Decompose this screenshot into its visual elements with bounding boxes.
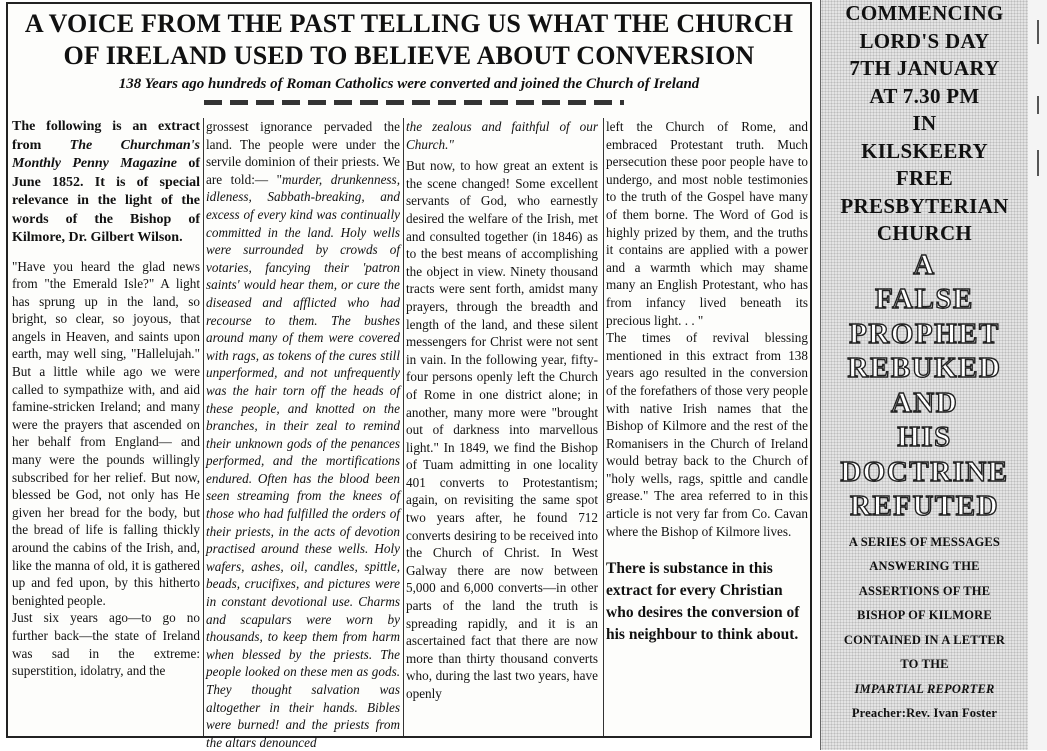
dashed-rule <box>204 100 624 105</box>
ad-detail-line: CONTAINED IN A LETTER <box>843 632 1006 647</box>
ad-line: COMMENCING <box>845 1 1004 25</box>
ad-line: IN <box>912 111 937 135</box>
ad-title-word: PROPHET <box>849 317 1000 350</box>
ad-detail-line: TO THE <box>900 657 949 671</box>
headline <box>8 8 810 72</box>
intro-source: The Churchman's Monthly Penny Magazine <box>12 137 200 171</box>
ad-detail-line: IMPARTIAL REPORTER <box>854 681 995 696</box>
ad-title-word: REFUTED <box>849 490 1000 522</box>
edge-mark <box>1037 150 1039 176</box>
ad-title-word: REBUKED <box>847 352 1002 384</box>
ad-title-word: FALSE <box>875 283 974 315</box>
ad-line: PRESBYTERIAN <box>840 193 1009 218</box>
ad-title-word: A <box>913 248 936 281</box>
ad-detail-line: BISHOP OF KILMORE <box>857 608 992 622</box>
ad-detail-line: ASSERTIONS OF THE <box>858 583 991 598</box>
col2-plain-text: grossest ignorance pervaded the land. The people were under the servile dominion of their priests. We are told:— " <box>206 119 400 187</box>
col4-paragraph-2: The times of revival blessing mentioned in this extract from 138 years ago resulted in the conversion of the forefathers of those very people with native Irish names that the Bishop of Kilmore and the rest of the Romanisers in the Church of Ireland would betray back to the Church of "holy wells, rags, spittle and candle grease." The area referred to in this article is not very far from Co. Cavan where the Bishop of Kilmore lives. <box>606 330 808 539</box>
ad-line: 7TH JANUARY <box>849 56 1000 80</box>
ad-line: CHURCH <box>876 221 973 245</box>
headline-line-2: OF IRELAND USED TO BELIEVE ABOUT CONVERSION <box>63 41 755 70</box>
ad-line: LORD'S DAY <box>859 28 990 53</box>
column-divider <box>603 118 604 736</box>
ad-title-word: AND <box>890 386 959 419</box>
ad-preacher-line: Preacher:Rev. Ivan Foster <box>851 706 998 720</box>
edge-mark <box>1037 20 1039 44</box>
ad-line: KILSKEERY <box>861 138 988 163</box>
column-2 <box>206 118 400 750</box>
column-divider <box>403 118 404 736</box>
article-panel <box>6 2 812 750</box>
col2-italic-quote: murder, drunkenness, idleness, Sabbath-breaking, and excess of every kind was continually committed in the land. Holy wells were surrounded by crowds of votaries, fancying their 'patron saints' would hear them, or cure the diseased and afflicted who had recourse to them. The bushes around many of them were covered with rags, as tokens of the cures still unperformed, and not unfrequently was the hair torn off the heads of these people, and knotted on the branches, in their zeal to remind their unknown gods of the penances performed, and the mortifications endured. Often has the blood been seen streaming from the knees of those who had fulfilled the orders of their priests, in the acts of devotion practised around these wells. Holy wafers, ashes, oil, candles, spittle, beads, crucifixes, and pictures were in constant devotional use. Charms and scapulars were worn by thousands, to keep them from harm when blessed by the priests. The people looked on these men as gods. They thought salvation was altogether in their hands. Bibles were burned! and the priests from the altars denounced <box>206 171 400 750</box>
col4-paragraph: left the Church of Rome, and embraced Protestant truth. Much persecution these poor people have to undergo, and most noble testimonies to the truth of the Gospel have many of them borne. The Word of God is highly prized by them, and the truths it contains are applied with a power and a warmth which may shame many an English Protestant, who has from infancy lived beneath its precious light. . . " <box>606 119 808 328</box>
column-3 <box>406 118 598 730</box>
intro-paragraph <box>12 118 200 248</box>
col1-paragraph: "Have you heard the glad news from "the Emerald Isle?" A light has sprung up in the land, so bright, so clear, so joyous, that angels in Heaven, and saints upon earth, may well sing, "Hallelujah." But a little while ago we were called to sympathize with, and aid famine-stricken Ireland; and many were the prayers that ascended on her behalf from England— and many were the pounds willingly subscribed for her relief. But now, blessed be God, not only has He given her bread for the body, but the bread of life is falling thickly around the cabins of the Irish, and, like the manna of old, it is gathered up and fed upon, by this hitherto benighted people. <box>12 258 200 608</box>
col2-paragraph <box>206 118 400 751</box>
ad-line: FREE <box>895 166 954 190</box>
col1-paragraph-2: Just six years ago—to go no further back—the state of Ireland was sad in the extreme: superstition, idolatry, and the <box>12 610 200 679</box>
subheadline: 138 Years ago hundreds of Roman Catholics were converted and joined the Church of Ireland <box>118 76 700 92</box>
column-1 <box>12 118 200 730</box>
intro-text-b: of June 1852. It is of special relevance in the light of the words of the Bishop of Kilmore, Dr. Gilbert Wilson. <box>12 156 200 245</box>
page-edge <box>1028 0 1047 750</box>
ad-title-word: DOCTRINE <box>840 455 1009 488</box>
col3-paragraph: But now, to how great an extent is the scene changed! Some excellent servants of God, who earnestly desired the welfare of the Irish, met and consulted together (in 1846) as to the best means of accomplishing the object in view. Ninety thousand tracts were sent forth, amidst many prayers, through the breadth and length of the land, and these silent messengers for Christ were not sent in vain. In the following year, fifty-four persons openly left the Church of Rome in one district alone; in another, many more were "brought out of darkness into marvellous light." In 1849, we find the Bishop of Tuam admitting in one locality 401 converts to Protestantism; again, on revisiting the same spot two years after, he found 712 converts desiring to be received into the Church of Christ. In West Galway there are now between 5,000 and 6,000 converts—in other parts of the land the truth is spreading rapidly, and it is an ascertained fact that there are now more than thirty thousand converts who, during the last two years, have openly <box>406 158 598 701</box>
ad-detail-line: ANSWERING THE <box>869 559 980 573</box>
headline-line-1: A VOICE FROM THE PAST TELLING US WHAT THE CHURCH <box>24 9 794 38</box>
column-divider <box>203 118 204 736</box>
sermon-advert <box>820 0 1028 750</box>
ad-line: AT 7.30 PM <box>869 83 980 108</box>
ad-detail-line: A SERIES OF MESSAGES <box>848 534 1001 549</box>
column-4 <box>606 118 808 730</box>
col3-italic-quote: the zealous and faithful of our Church." <box>406 119 598 152</box>
ad-title-word: HIS <box>897 421 952 453</box>
intro-text-a: The following is an extract from <box>12 119 200 153</box>
closing-statement: There is substance in this extract for every Christian who desires the conversion of his neighbour to think about. <box>606 560 800 644</box>
edge-mark <box>1037 96 1039 114</box>
